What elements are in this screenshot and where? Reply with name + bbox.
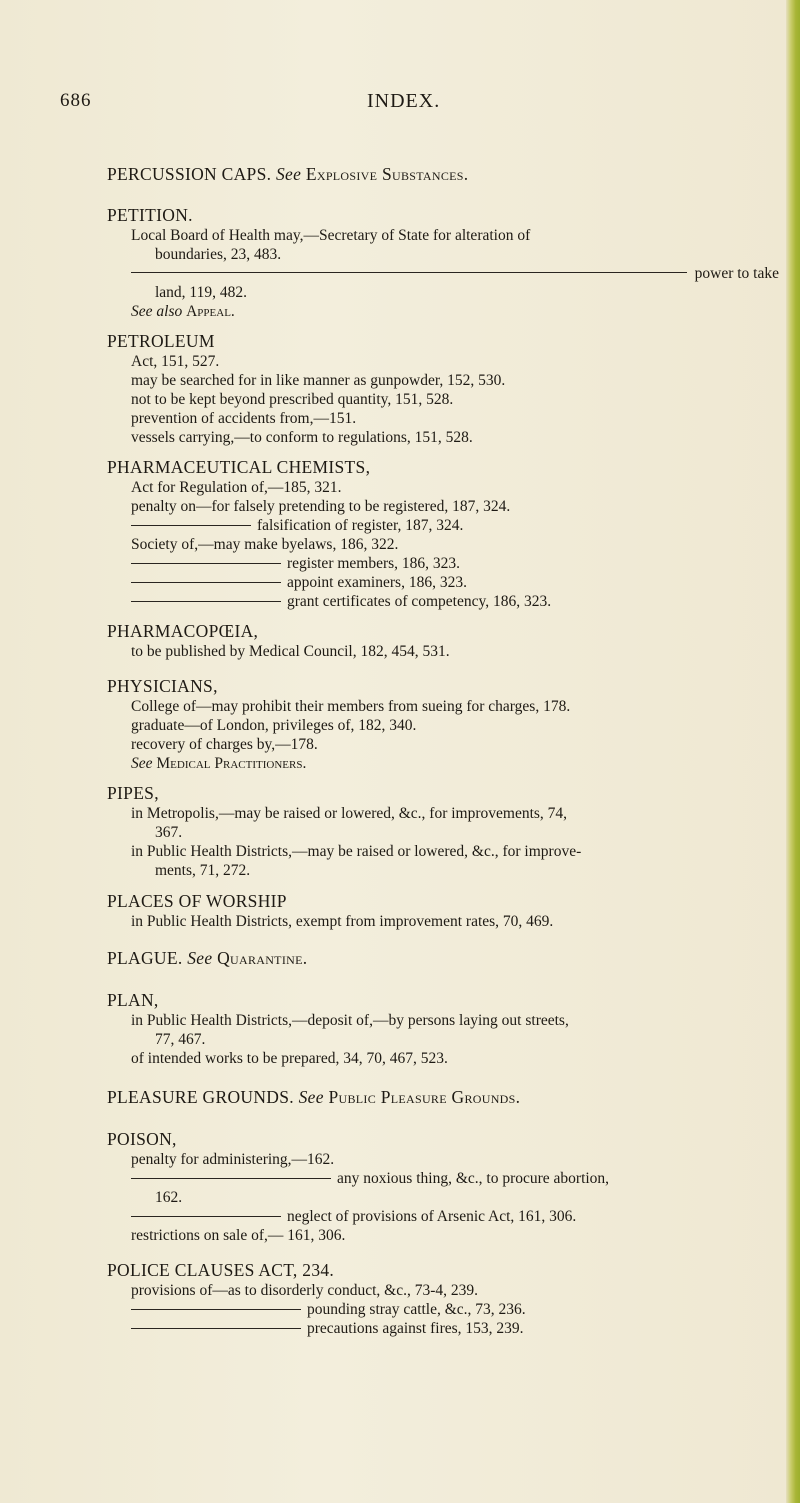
entry-line: penalty on—for falsely pretending to be registered, 187, 324.: [131, 498, 511, 515]
see-target: Public Pleasure Grounds.: [328, 1087, 521, 1107]
index-entry: [107, 620, 779, 661]
entry-line: may be searched for in like manner as gunpowder, 152, 530.: [131, 372, 506, 389]
entry-line: restrictions on sale of,— 161, 306.: [131, 1227, 346, 1244]
entry-line: vessels carrying,—to conform to regulations, 151, 528.: [131, 429, 473, 446]
entry-heading: PHARMACOPŒIA,: [107, 621, 259, 641]
page-edge: [786, 0, 800, 1503]
entry-line: 77, 467.: [155, 1031, 206, 1048]
page-number: 686: [60, 90, 92, 111]
ditto-rule: [131, 582, 281, 583]
ditto-rule: [131, 525, 251, 526]
see-label: See: [298, 1087, 324, 1107]
see-target: Medical Practitioners.: [156, 755, 307, 772]
ditto-rule: [131, 601, 281, 602]
entry-line: register members, 186, 323.: [287, 555, 461, 572]
ditto-rule: [131, 1309, 301, 1310]
entry-heading: PLAGUE.: [107, 948, 183, 968]
page-header: [0, 90, 800, 120]
entry-heading: PHYSICIANS,: [107, 676, 218, 696]
entry-line: Act for Regulation of,—185, 321.: [131, 479, 342, 496]
entry-line: not to be kept beyond prescribed quantity, 151, 528.: [131, 391, 454, 408]
see-label: See: [131, 755, 153, 772]
entry-heading: PETITION.: [107, 205, 193, 225]
entry-line: precautions against fires, 153, 239.: [307, 1320, 524, 1337]
ditto-rule: [131, 1178, 331, 1179]
entry-line: 162.: [155, 1189, 183, 1206]
index-entry: [107, 989, 779, 1068]
entry-heading: PLAN,: [107, 990, 159, 1010]
entry-heading: PLEASURE GROUNDS.: [107, 1087, 294, 1107]
entry-heading: POLICE CLAUSES ACT, 234.: [107, 1260, 335, 1280]
index-entry: [107, 204, 779, 321]
see-target: Appeal.: [186, 303, 235, 320]
index-entry: [107, 890, 779, 931]
entry-line: Act, 151, 527.: [131, 353, 220, 370]
entry-line: College of—may prohibit their members from sueing for charges, 178.: [131, 698, 571, 715]
index-entry: [107, 456, 779, 611]
see-target: Quarantine.: [217, 948, 308, 968]
see-label: See: [276, 164, 302, 184]
see-target: Explosive Substances.: [305, 164, 469, 184]
entry-line: appoint examiners, 186, 323.: [287, 574, 467, 591]
index-entry: [107, 1086, 779, 1108]
entry-line: in Metropolis,—may be raised or lowered, &c., for improvements, 74,: [131, 805, 568, 822]
index-entries: [107, 163, 779, 1350]
entry-line: recovery of charges by,—178.: [131, 736, 318, 753]
entry-heading: PHARMACEUTICAL CHEMISTS,: [107, 457, 371, 477]
entry-line: power to take: [694, 265, 779, 282]
entry-line: penalty for administering,—162.: [131, 1151, 335, 1168]
entry-heading: POISON,: [107, 1129, 177, 1149]
index-entry: [107, 947, 779, 969]
entry-line: ments, 71, 272.: [155, 862, 251, 879]
index-entry: [107, 782, 779, 880]
entry-line: grant certificates of competency, 186, 323.: [287, 593, 552, 610]
entry-line: in Public Health Districts, exempt from improvement rates, 70, 469.: [131, 913, 554, 930]
entry-line: Society of,—may make byelaws, 186, 322.: [131, 536, 399, 553]
entry-line: 367.: [155, 824, 183, 841]
entry-line: graduate—of London, privileges of, 182, 340.: [131, 717, 417, 734]
index-entry: [107, 330, 779, 447]
entry-heading: PIPES,: [107, 783, 159, 803]
index-entry: [107, 1259, 779, 1338]
entry-line: of intended works to be prepared, 34, 70, 467, 523.: [131, 1050, 448, 1067]
entry-line: any noxious thing, &c., to procure abortion,: [337, 1170, 610, 1187]
index-entry: [107, 675, 779, 773]
entry-line: falsification of register, 187, 324.: [257, 517, 464, 534]
ditto-rule: [131, 1216, 281, 1217]
entry-line: provisions of—as to disorderly conduct, &c., 73-4, 239.: [131, 1282, 478, 1299]
see-also-label: See also: [131, 303, 183, 320]
index-entry: [107, 163, 779, 185]
ditto-rule: [131, 1328, 301, 1329]
entry-line: boundaries, 23, 483.: [155, 246, 282, 263]
entry-heading: PLACES OF WORSHIP: [107, 891, 287, 911]
entry-line: prevention of accidents from,—151.: [131, 410, 357, 427]
ditto-rule: [131, 563, 281, 564]
entry-line: to be published by Medical Council, 182, 454, 531.: [131, 643, 450, 660]
entry-heading: PETROLEUM: [107, 331, 215, 351]
entry-line: neglect of provisions of Arsenic Act, 161, 306.: [287, 1208, 577, 1225]
entry-line: in Public Health Districts,—may be raised or lowered, &c., for improve-: [131, 843, 582, 860]
entry-heading: PERCUSSION CAPS.: [107, 164, 272, 184]
entry-line: Local Board of Health may,—Secretary of State for alteration of: [131, 227, 531, 244]
ditto-rule: [131, 272, 687, 273]
see-label: See: [187, 948, 213, 968]
entry-line: land, 119, 482.: [155, 284, 247, 301]
page-title: INDEX.: [367, 90, 441, 112]
entry-line: in Public Health Districts,—deposit of,—by persons laying out streets,: [131, 1012, 569, 1029]
entry-line: pounding stray cattle, &c., 73, 236.: [307, 1301, 526, 1318]
index-entry: [107, 1128, 779, 1245]
